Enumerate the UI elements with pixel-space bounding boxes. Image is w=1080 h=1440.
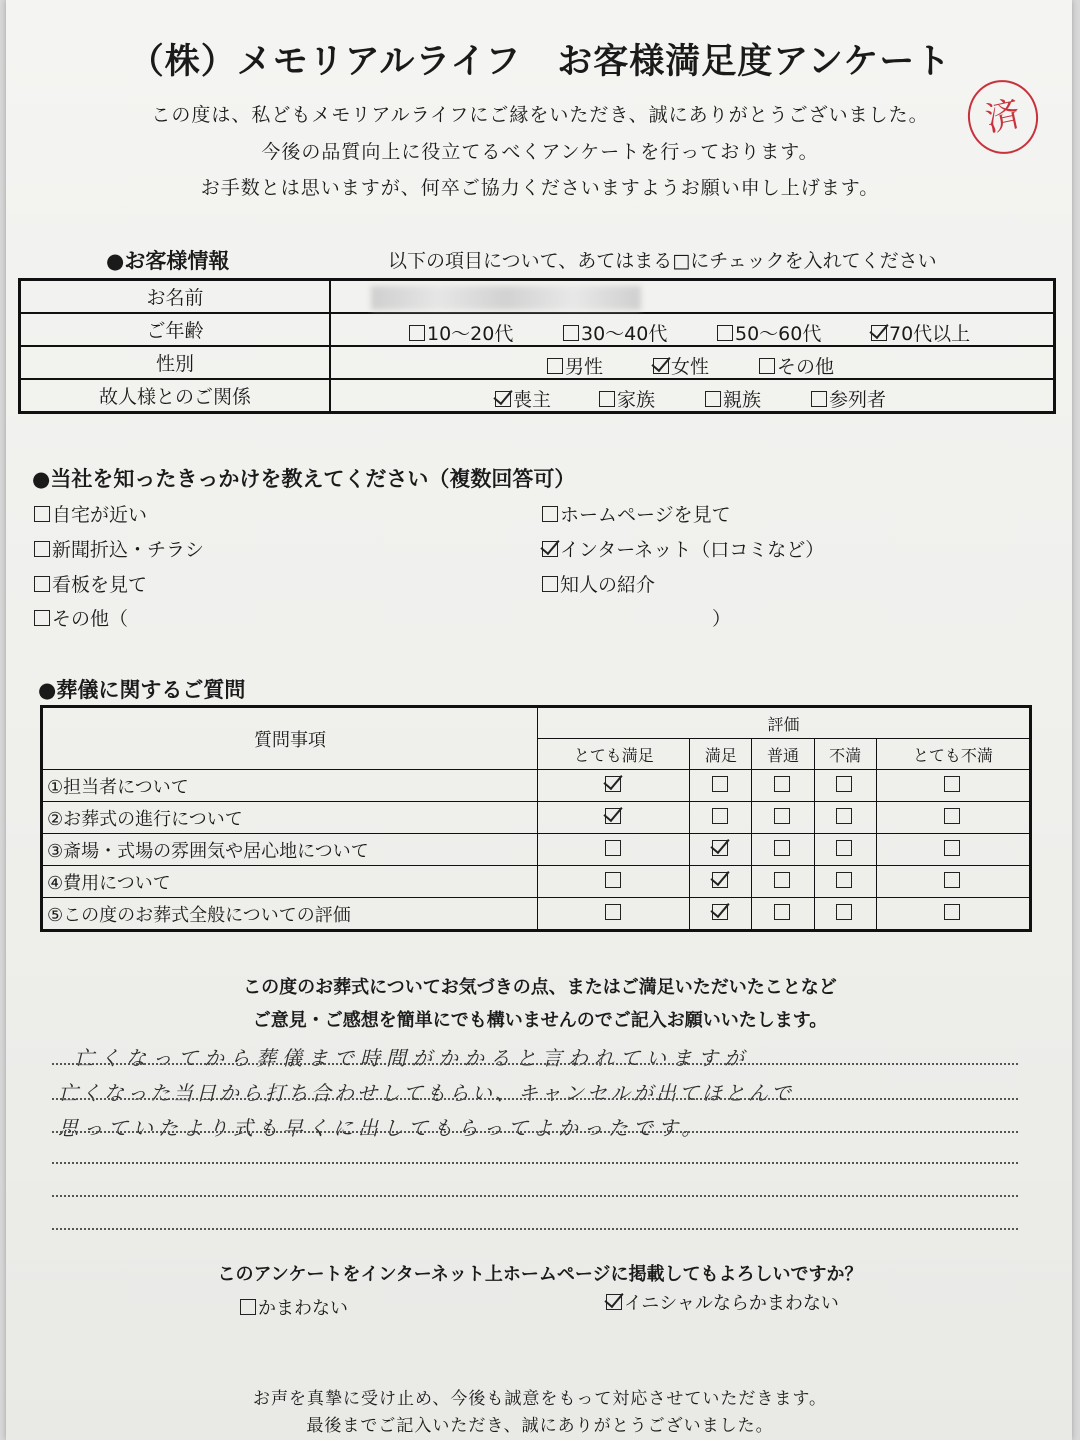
funeral-heading: ●葬儀に関するご質問 bbox=[38, 678, 246, 702]
rating-cell[interactable] bbox=[814, 802, 876, 834]
scale-satisfied: 満足 bbox=[690, 739, 752, 770]
checkbox-icon bbox=[944, 904, 960, 920]
checked-checkbox-icon bbox=[605, 776, 621, 792]
age-option-3[interactable]: 50〜60代 bbox=[717, 319, 821, 346]
name-label: お名前 bbox=[20, 280, 331, 314]
redacted-name bbox=[371, 286, 641, 310]
rating-cell[interactable] bbox=[690, 898, 752, 931]
checkbox-icon bbox=[547, 358, 563, 374]
checkbox-icon bbox=[599, 391, 615, 407]
source-option-signboard[interactable]: 看板を見て bbox=[34, 570, 147, 597]
relation-row bbox=[20, 379, 1055, 413]
comments-prompt-1: この度のお葬式についてお気づきの点、またはご満足いただいたことなど bbox=[243, 977, 837, 998]
rating-cell[interactable] bbox=[876, 866, 1030, 898]
checkbox-icon bbox=[774, 904, 790, 920]
intro-line-2: 今後の品質向上に役立てるべくアンケートを行っております。 bbox=[261, 141, 819, 163]
question-row bbox=[42, 898, 1031, 931]
gender-option-male[interactable]: 男性 bbox=[547, 352, 603, 379]
customer-info-table bbox=[18, 278, 1056, 414]
relation-option-family[interactable]: 家族 bbox=[599, 385, 655, 412]
checkbox-icon bbox=[542, 576, 558, 592]
checkbox-icon bbox=[34, 506, 50, 522]
source-option-flyer[interactable]: 新聞折込・チラシ bbox=[34, 535, 204, 562]
rating-cell[interactable] bbox=[752, 770, 814, 802]
age-option-4[interactable]: 70代以上 bbox=[871, 319, 970, 346]
checked-checkbox-icon bbox=[712, 840, 728, 856]
rating-cell[interactable] bbox=[690, 770, 752, 802]
checkbox-icon bbox=[836, 840, 852, 856]
checkbox-icon bbox=[944, 776, 960, 792]
age-option-1[interactable]: 10〜20代 bbox=[409, 319, 513, 346]
source-heading: ●当社を知ったきっかけを教えてください（複数回答可） bbox=[32, 467, 576, 491]
checkbox-icon bbox=[836, 776, 852, 792]
relation-label: 故人様とのご関係 bbox=[20, 379, 331, 413]
rating-cell[interactable] bbox=[814, 770, 876, 802]
relation-option-chief-mourner[interactable]: 喪主 bbox=[495, 385, 551, 412]
comments-prompt-2: ご意見・ご感想を簡単にでも構いませんのでご記入お願いいたします。 bbox=[252, 1010, 828, 1031]
gender-row bbox=[20, 346, 1055, 379]
checkbox-icon bbox=[409, 325, 425, 341]
checkbox-icon bbox=[240, 1299, 256, 1315]
relation-option-relative[interactable]: 親族 bbox=[705, 385, 761, 412]
rating-cell[interactable] bbox=[752, 802, 814, 834]
source-option-other[interactable]: その他（ bbox=[34, 604, 128, 631]
closing-line-2: 最後までご記入いただき、誠にありがとうございました。 bbox=[306, 1416, 774, 1436]
name-row bbox=[20, 280, 1055, 314]
question-text: ⑤この度のお葬式全般についての評価 bbox=[42, 898, 538, 931]
question-text: ③斎場・式場の雰囲気や居心地について bbox=[42, 834, 538, 866]
checkbox-icon bbox=[811, 391, 827, 407]
rating-cell[interactable] bbox=[690, 866, 752, 898]
checkbox-icon bbox=[34, 610, 50, 626]
checkbox-icon bbox=[944, 840, 960, 856]
publish-option-ok[interactable]: かまわない bbox=[240, 1294, 348, 1320]
customer-info-heading: ●お客様情報 bbox=[106, 249, 230, 273]
source-other-close: ） bbox=[712, 608, 732, 630]
question-text: ④費用について bbox=[42, 866, 538, 898]
rating-cell[interactable] bbox=[538, 834, 690, 866]
rating-cell[interactable] bbox=[538, 898, 690, 931]
checkbox-icon bbox=[712, 808, 728, 824]
rating-cell[interactable] bbox=[752, 898, 814, 931]
question-row bbox=[42, 802, 1031, 834]
source-option-internet[interactable]: インターネット（口コミなど） bbox=[542, 535, 824, 562]
checkbox-icon bbox=[944, 872, 960, 888]
question-row bbox=[42, 770, 1031, 802]
checkbox-icon bbox=[705, 391, 721, 407]
rating-cell[interactable] bbox=[814, 866, 876, 898]
checkbox-icon bbox=[944, 808, 960, 824]
question-row bbox=[42, 866, 1031, 898]
checkbox-icon bbox=[774, 840, 790, 856]
age-row bbox=[20, 313, 1055, 346]
question-text: ②お葬式の進行について bbox=[42, 802, 538, 834]
rating-cell[interactable] bbox=[538, 866, 690, 898]
age-label: ご年齢 bbox=[20, 313, 331, 346]
gender-option-female[interactable]: 女性 bbox=[653, 352, 709, 379]
customer-info-instruction: 以下の項目について、あてはまる□にチェックを入れてください bbox=[388, 250, 937, 272]
checkbox-icon bbox=[712, 776, 728, 792]
source-option-near-home[interactable]: 自宅が近い bbox=[34, 500, 147, 527]
checkbox-icon bbox=[836, 872, 852, 888]
comment-rule bbox=[52, 1195, 1018, 1197]
relation-option-attendee[interactable]: 参列者 bbox=[811, 385, 886, 412]
processed-stamp: 済 bbox=[961, 74, 1045, 161]
closing-line-1: お声を真摯に受け止め、今後も誠意をもって対応させていただきます。 bbox=[253, 1389, 827, 1409]
scale-very-satisfied: とても満足 bbox=[538, 739, 690, 770]
gender-label: 性別 bbox=[20, 346, 331, 379]
scale-very-dissatisfied: とても不満 bbox=[876, 739, 1030, 770]
comment-rule bbox=[52, 1063, 1018, 1065]
age-option-2[interactable]: 30〜40代 bbox=[563, 319, 667, 346]
checkbox-icon bbox=[717, 325, 733, 341]
rating-cell[interactable] bbox=[814, 898, 876, 931]
comment-rule bbox=[52, 1162, 1018, 1164]
checkbox-icon bbox=[605, 872, 621, 888]
scale-dissatisfied: 不満 bbox=[814, 739, 876, 770]
question-text: ①担当者について bbox=[42, 770, 538, 802]
checkbox-icon bbox=[836, 904, 852, 920]
funeral-rating-table bbox=[40, 705, 1032, 932]
checkbox-icon bbox=[774, 776, 790, 792]
checkbox-icon bbox=[34, 541, 50, 557]
checkbox-icon bbox=[759, 358, 775, 374]
comment-line-2: 亡くなった当日から打ち合わせしてもらい、キャンセルが出てほとんで bbox=[58, 1081, 794, 1105]
scale-neutral: 普通 bbox=[752, 739, 814, 770]
publish-option-initials[interactable]: イニシャルならかまわない bbox=[606, 1289, 839, 1315]
rating-cell[interactable] bbox=[814, 834, 876, 866]
checkbox-icon bbox=[542, 506, 558, 522]
rating-cell[interactable] bbox=[876, 834, 1030, 866]
rating-cell[interactable] bbox=[690, 834, 752, 866]
rating-cell[interactable] bbox=[876, 770, 1030, 802]
intro-line-1: この度は、私どもメモリアルライフにご縁をいただき、誠にありがとうございました。 bbox=[151, 104, 929, 126]
gender-option-other[interactable]: その他 bbox=[759, 352, 834, 379]
rating-cell[interactable] bbox=[752, 834, 814, 866]
comment-rule bbox=[52, 1228, 1018, 1230]
checked-checkbox-icon bbox=[653, 358, 669, 374]
checked-checkbox-icon bbox=[712, 904, 728, 920]
checkbox-icon bbox=[774, 808, 790, 824]
checked-checkbox-icon bbox=[871, 325, 887, 341]
rating-cell[interactable] bbox=[690, 802, 752, 834]
rating-cell[interactable] bbox=[876, 898, 1030, 931]
checkbox-icon bbox=[605, 904, 621, 920]
rating-column-header: 評価 bbox=[538, 707, 1031, 739]
checked-checkbox-icon bbox=[495, 391, 511, 407]
name-field[interactable] bbox=[330, 280, 1055, 314]
rating-cell[interactable] bbox=[538, 802, 690, 834]
checkbox-icon bbox=[34, 576, 50, 592]
checked-checkbox-icon bbox=[542, 541, 558, 557]
comment-line-3: 思っていたより式も早くに出してもらってよかったです。 bbox=[58, 1116, 707, 1140]
comment-line-1: 亡くなってから葬儀まで時間がかかると言われていますが bbox=[74, 1046, 750, 1070]
rating-cell[interactable] bbox=[538, 770, 690, 802]
checkbox-icon bbox=[836, 808, 852, 824]
checkbox-icon bbox=[563, 325, 579, 341]
checked-checkbox-icon bbox=[606, 1294, 622, 1310]
rating-cell[interactable] bbox=[876, 802, 1030, 834]
checked-checkbox-icon bbox=[712, 872, 728, 888]
comment-rule bbox=[52, 1131, 1018, 1133]
question-column-header: 質問事項 bbox=[42, 707, 538, 770]
rating-cell[interactable] bbox=[752, 866, 814, 898]
survey-title: （株）メモリアルライフ お客様満足度アンケート bbox=[128, 42, 952, 82]
intro-line-3: お手数とは思いますが、何卒ご協力くださいますようお願い申し上げます。 bbox=[200, 177, 880, 199]
checked-checkbox-icon bbox=[605, 808, 621, 824]
source-option-homepage[interactable]: ホームページを見て bbox=[542, 500, 731, 527]
publish-question: このアンケートをインターネット上ホームページに掲載してもよろしいですか？ bbox=[217, 1264, 863, 1285]
checkbox-icon bbox=[605, 840, 621, 856]
checkbox-icon bbox=[774, 872, 790, 888]
source-option-referral[interactable]: 知人の紹介 bbox=[542, 570, 655, 597]
question-row bbox=[42, 834, 1031, 866]
comment-rule bbox=[52, 1098, 1018, 1100]
